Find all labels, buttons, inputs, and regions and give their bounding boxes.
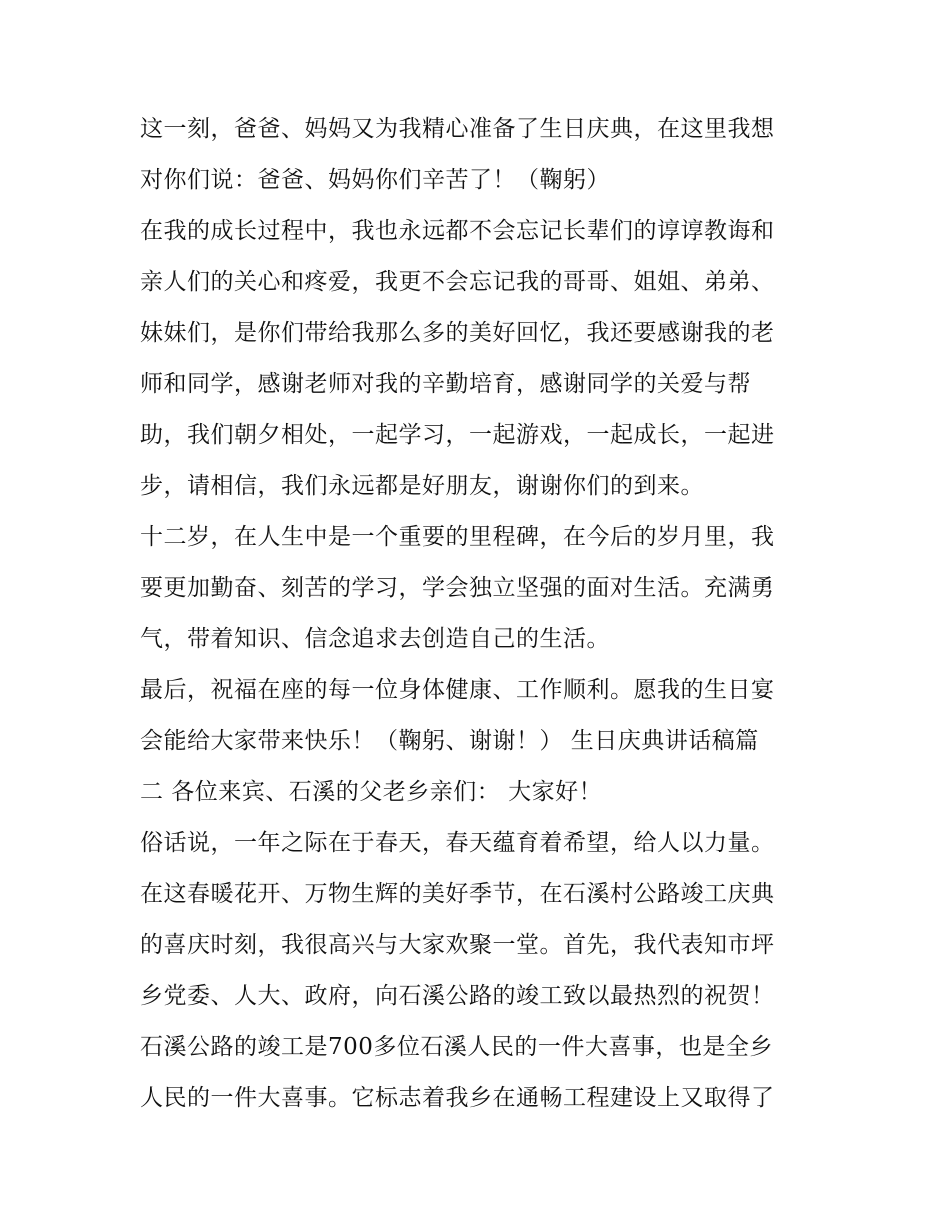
- text-line: 乡党委、人大、政府，向石溪公路的竣工致以最热烈的祝贺！: [140, 983, 775, 1009]
- document-body: [140, 104, 820, 1124]
- text-line: 亲人们的关心和疼爱，我更不会忘记我的哥哥、姐姐、弟弟、: [140, 269, 775, 295]
- text-line: 石溪公路的竣工是700多位石溪人民的一件大喜事，也是全乡: [140, 1034, 773, 1060]
- text-line: 助，我们朝夕相处，一起学习，一起游戏，一起成长，一起进: [140, 422, 775, 448]
- text-line: 人民的一件大喜事。它标志着我乡在通畅工程建设上又取得了: [140, 1085, 775, 1111]
- text-line: 的喜庆时刻，我很高兴与大家欢聚一堂。首先，我代表知市坪: [140, 932, 775, 958]
- text-line: 对你们说：爸爸、妈妈你们辛苦了！（鞠躬）: [140, 167, 610, 193]
- text-line: 最后，祝福在座的每一位身体健康、工作顺利。愿我的生日宴: [140, 677, 775, 703]
- text-line: 师和同学，感谢老师对我的辛勤培育，感谢同学的关爱与帮: [140, 371, 751, 397]
- text-line: 这一刻，爸爸、妈妈又为我精心准备了生日庆典，在这里我想: [140, 116, 775, 142]
- text-line: 妹妹们，是你们带给我那么多的美好回忆，我还要感谢我的老: [140, 320, 775, 346]
- text-line: 俗话说，一年之际在于春天，春天蕴育着希望，给人以力量。: [140, 830, 775, 856]
- text-line: 要更加勤奋、刻苦的学习，学会独立坚强的面对生活。充满勇: [140, 575, 775, 601]
- text-line: 步，请相信，我们永远都是好朋友，谢谢你们的到来。: [140, 473, 704, 499]
- text-line: 二 各位来宾、石溪的父老乡亲们： 大家好！: [140, 779, 603, 805]
- text-line: 在这春暖花开、万物生辉的美好季节，在石溪村公路竣工庆典: [140, 881, 775, 907]
- text-line: 会能给大家带来快乐！（鞠躬、谢谢！） 生日庆典讲话稿篇: [140, 728, 759, 754]
- text-line: 气，带着知识、信念追求去创造自己的生活。: [140, 626, 610, 652]
- text-line: 十二岁，在人生中是一个重要的里程碑，在今后的岁月里，我: [140, 524, 775, 550]
- text-line: 在我的成长过程中，我也永远都不会忘记长辈们的谆谆教诲和: [140, 218, 775, 244]
